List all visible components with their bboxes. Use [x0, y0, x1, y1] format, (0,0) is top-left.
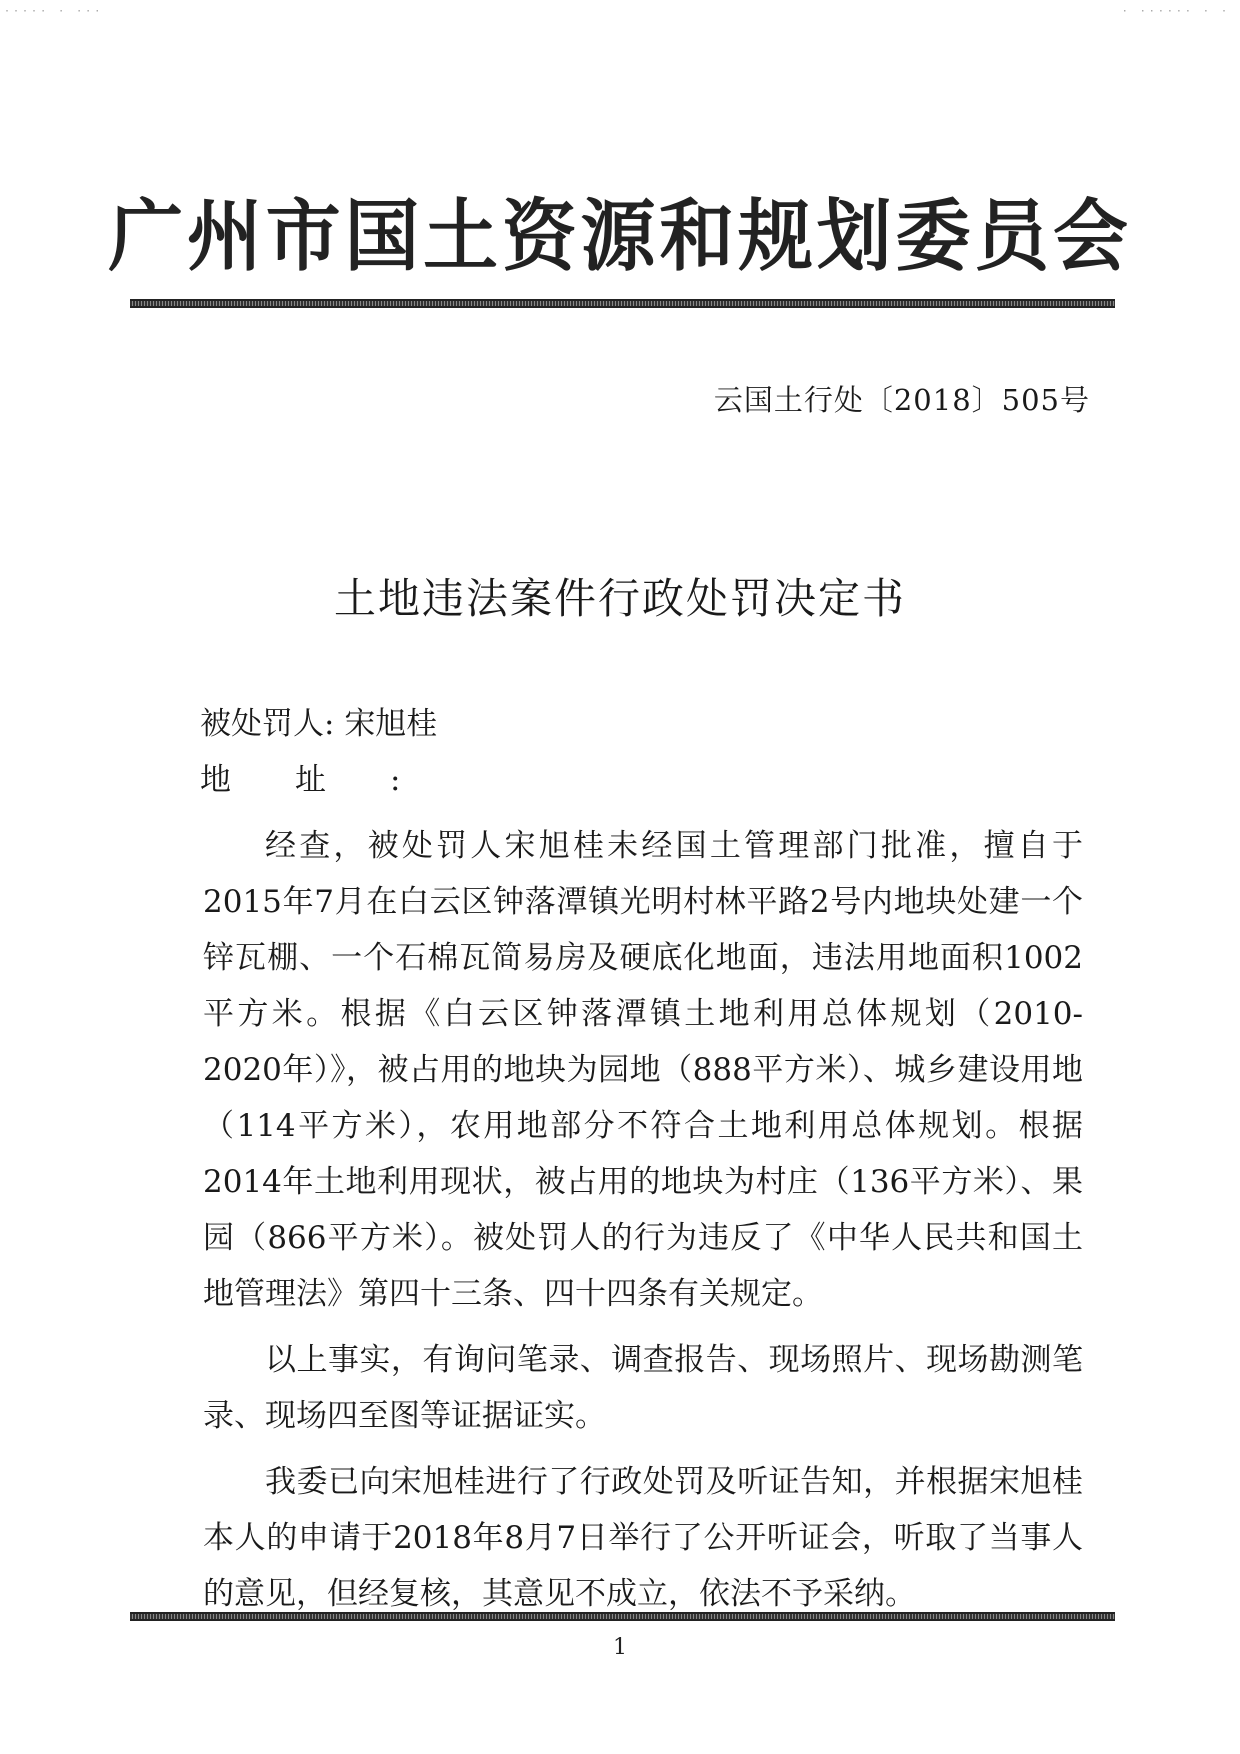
- document-body: [203, 818, 1083, 1632]
- body-paragraph-facts: 经查，被处罚人宋旭桂未经国土管理部门批准，擅自于2015年7月在白云区钟落潭镇光明村林平路2号内地块处建一个锌瓦棚、一个石棉瓦简易房及硬底化地面，违法用地面积1002平方米。根据《白云区钟落潭镇土地利用总体规划（2010-2020年）》，被占用的地块为园地（888平方米）、城乡建设用地（114平方米），农用地部分不符合土地利用总体规划。根据2014年土地利用现状，被占用的地块为村庄（136平方米）、果园（866平方米）。被处罚人的行为违反了《中华人民共和国土地管理法》第四十三条、四十四条有关规定。: [203, 828, 1083, 1312]
- scan-artifact-right: · ······ · ·: [1121, 6, 1230, 17]
- footer-divider: [130, 1612, 1115, 1621]
- party-label: 被处罚人:: [200, 706, 335, 742]
- document-heading: 土地违法案件行政处罚决定书: [333, 574, 906, 623]
- party-field: [200, 698, 437, 743]
- page-number: 1: [613, 1635, 627, 1660]
- address-field: [200, 754, 464, 799]
- scan-artifact-left: ····· · ···: [4, 6, 104, 17]
- party-value: 宋旭桂: [344, 706, 438, 742]
- address-label: 地址:: [200, 762, 465, 798]
- body-paragraph-evidence: 以上事实，有询问笔录、调查报告、现场照片、现场勘测笔录、现场四至图等证据证实。: [203, 1342, 1083, 1434]
- document-number: 云国土行处〔2018〕505号: [713, 383, 1090, 417]
- body-paragraph-hearing: 我委已向宋旭桂进行了行政处罚及听证告知，并根据宋旭桂本人的申请于2018年8月7日举行了公开听证会，听取了当事人的意见，但经复核，其意见不成立，依法不予采纳。: [203, 1464, 1083, 1612]
- letterhead-divider: [130, 299, 1115, 308]
- letterhead-title: 广州市国土资源和规划委员会: [108, 191, 1132, 282]
